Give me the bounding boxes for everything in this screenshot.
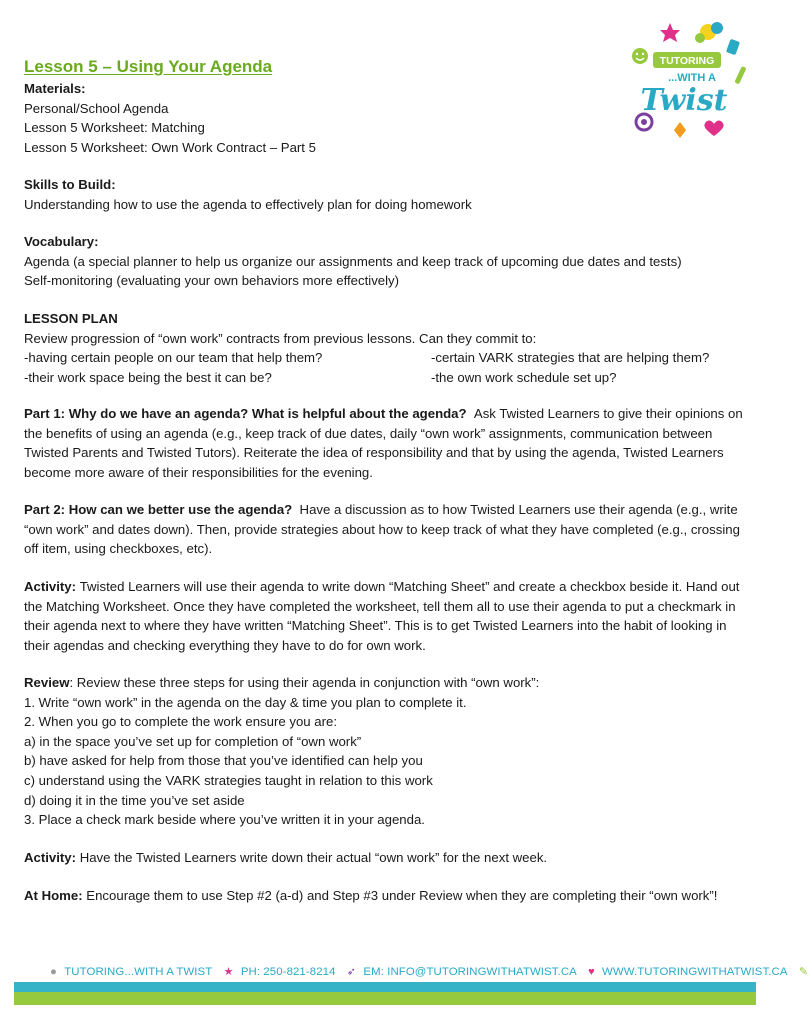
vocabulary-heading: Vocabulary: bbox=[24, 234, 99, 249]
at-home-label: At Home: bbox=[24, 888, 83, 903]
skills-heading: Skills to Build: bbox=[24, 177, 116, 192]
materials-item: Lesson 5 Worksheet: Own Work Contract – Part 5 bbox=[24, 139, 316, 155]
at-home-section bbox=[24, 886, 746, 906]
materials-item: Lesson 5 Worksheet: Matching bbox=[24, 120, 205, 136]
footer-email[interactable]: EM: INFO@TUTORINGWITHATWIST.CA bbox=[363, 966, 577, 978]
skills-section bbox=[24, 175, 746, 214]
vocabulary-section bbox=[24, 232, 746, 291]
activity1-label: Activity: bbox=[24, 579, 77, 594]
commitment-item: -the own work schedule set up? bbox=[431, 369, 617, 385]
at-home-text: Encourage them to use Step #2 (a-d) and Step #3 under Review when they are completing their “own work”! bbox=[86, 888, 718, 903]
skills-text: Understanding how to use the agenda to effectively plan for doing homework bbox=[24, 196, 472, 212]
part1-label: Part 1: Why do we have an agenda? What is helpful about the agenda? bbox=[24, 406, 467, 421]
vocabulary-item: Self-monitoring (evaluating your own behaviors more effectively) bbox=[24, 273, 400, 289]
circle-icon: ● bbox=[50, 966, 57, 978]
footer-brand: TUTORING...WITH A TWIST bbox=[64, 966, 213, 978]
commitment-item: -their work space being the best it can be? bbox=[24, 369, 272, 385]
commitment-item: -having certain people on our team that help them? bbox=[24, 350, 323, 366]
lesson-plan-intro: Review progression of “own work” contracts from previous lessons. Can they commit to: bbox=[24, 330, 537, 346]
review-section bbox=[24, 673, 746, 830]
activity2-section bbox=[24, 848, 746, 868]
star-icon: ★ bbox=[223, 966, 234, 978]
lesson-plan-section bbox=[24, 309, 746, 387]
lesson-title: Lesson 5 – Using Your Agenda bbox=[24, 57, 273, 76]
logo-banner-text: TUTORING bbox=[659, 55, 715, 67]
pencil-icon: ✎ bbox=[798, 966, 809, 978]
activity2-label: Activity: bbox=[24, 850, 77, 865]
review-intro: : Review these three steps for using their agenda in conjunction with “own work”: bbox=[69, 675, 540, 690]
part1-section bbox=[24, 404, 746, 482]
review-step: 1. Write “own work” in the agenda on the day & time you plan to complete it. bbox=[24, 694, 467, 710]
part2-section bbox=[24, 500, 746, 559]
vocabulary-item: Agenda (a special planner to help us organize our assignments and keep track of upcoming due dates and tests) bbox=[24, 253, 682, 269]
review-step: a) in the space you’ve set up for completion of “own work” bbox=[24, 733, 362, 749]
part2-text: Have a discussion as to how Twisted Learners use their agenda (e.g., write “own work” and dates down). Then, provide strategies about how to keep track of what they have completed (e.g., crossing off item, using checkboxes, etc). bbox=[24, 502, 740, 557]
footer-bar-green bbox=[14, 992, 756, 1005]
part2-label: Part 2: How can we better use the agenda? bbox=[24, 502, 293, 517]
footer bbox=[50, 964, 809, 980]
materials-heading: Materials: bbox=[24, 81, 86, 96]
review-label: Review bbox=[24, 675, 70, 690]
activity1-text: Twisted Learners will use their agenda to write down “Matching Sheet” and create a checkbox beside it. Hand out the Matching Worksheet. Once they have completed the worksheet, tell them all to use their agenda to put a checkmark in their agenda next to where they have written “Matching Sheet”. This is to get Twisted Learners into the habit of looking in their agendas and checking everything they have to do for own work. bbox=[24, 579, 740, 653]
materials-section bbox=[24, 79, 746, 157]
review-step: b) have asked for help from those that you’ve identified can help you bbox=[24, 753, 423, 769]
lesson-plan-heading: LESSON PLAN bbox=[24, 311, 118, 326]
logo-word: Twist bbox=[640, 83, 728, 118]
footer-bar-teal bbox=[14, 982, 756, 992]
heart-icon: ♥ bbox=[588, 966, 595, 978]
materials-item: Personal/School Agenda bbox=[24, 100, 169, 116]
activity1-section bbox=[24, 577, 746, 655]
paper-plane-icon: ➶ bbox=[346, 966, 357, 978]
commitment-item: -certain VARK strategies that are helping them? bbox=[431, 350, 710, 366]
activity2-text: Have the Twisted Learners write down their actual “own work” for the next week. bbox=[79, 850, 548, 865]
logo-tagline: ...WITH A bbox=[668, 72, 716, 84]
review-step: d) doing it in the time you’ve set aside bbox=[24, 792, 245, 808]
footer-phone[interactable]: PH: 250-821-8214 bbox=[240, 966, 336, 978]
review-step: 3. Place a check mark beside where you’ve written it in your agenda. bbox=[24, 812, 425, 828]
review-step: c) understand using the VARK strategies taught in relation to this work bbox=[24, 772, 433, 788]
part1-text: Ask Twisted Learners to give their opinions on the benefits of using an agenda (e.g., keep track of due dates, daily “own work” assignments, communication between Twisted Parents and Twisted Tutors). Reiterate the idea of responsibility and that by using the agenda, Twisted Learners become more aware of their responsibilities for the evening. bbox=[24, 406, 743, 480]
footer-website[interactable]: WWW.TUTORINGWITHATWIST.CA bbox=[602, 966, 788, 978]
review-step: 2. When you go to complete the work ensure you are: bbox=[24, 714, 338, 730]
